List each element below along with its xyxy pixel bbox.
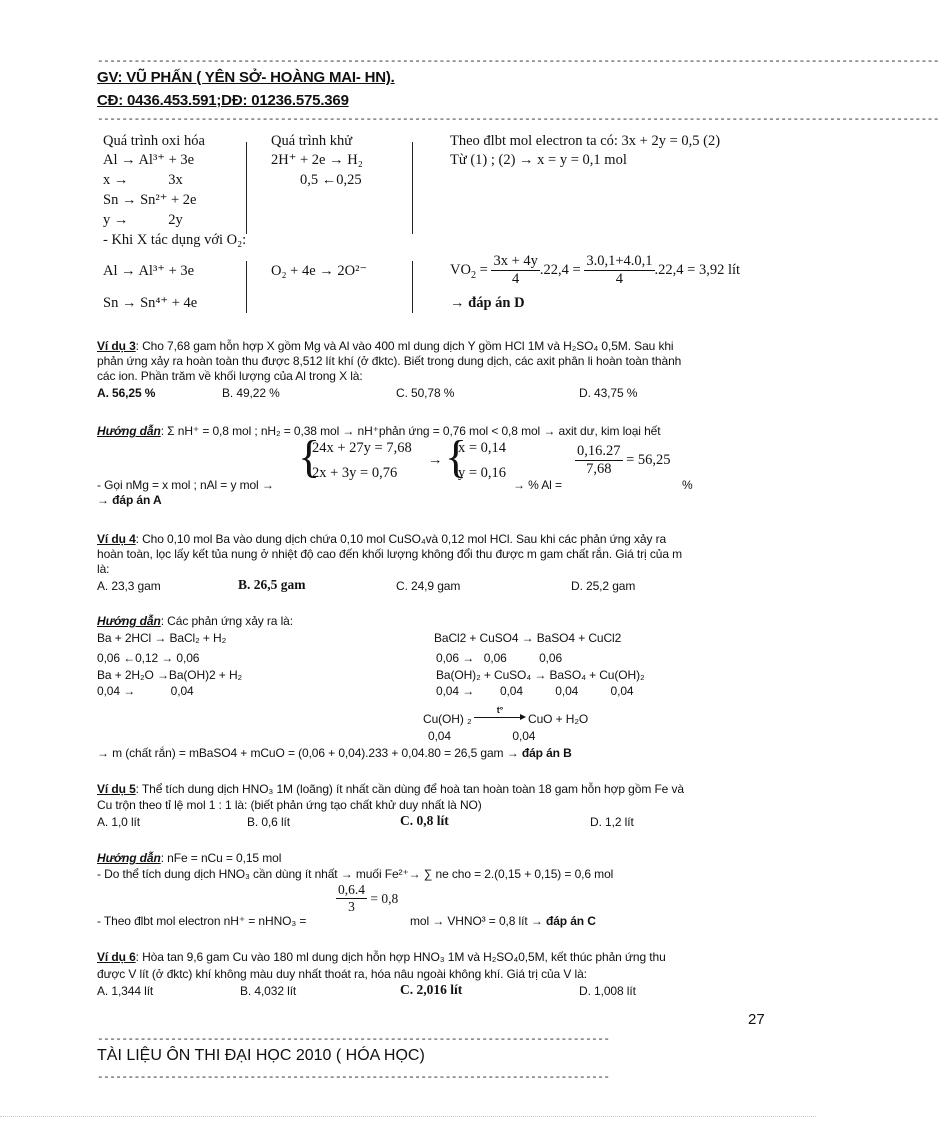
fraction-2: $\frac{3.0,1+4.0,1}{4}$ <box>586 253 653 287</box>
volume-result: .22,4 = 3,92 lít <box>654 262 741 278</box>
oxidation-line-5: Al → Al³⁺ + 3e <box>103 263 195 279</box>
example-4-line-2: hoàn toàn, lọc lấy kết tủa nung ở nhiệt độ cao đến khối lượng không đổi thu được m gam chất rắn. Giá trị của m <box>97 547 683 561</box>
example-3-line-3: các ion. Phần trăm về khối lượng của Al trong X là: <box>97 369 363 383</box>
example-3-guide-1: Hướng dẫn: Σ nH⁺ = 0,8 mol ; nH₂ = 0,38 mol → nH⁺phản ứng = 0,76 mol < 0,8 mol → axit dư, kim loại hết <box>97 424 661 438</box>
example-5-option-d: D. 1,2 lít <box>590 815 634 829</box>
example-5-option-b: B. 0,6 lít <box>247 815 291 829</box>
electron-balance: Theo đlbt mol electron ta có: 3x + 2y = 0,5 (2) <box>450 133 721 149</box>
example-4-answer: → đáp án B <box>506 746 572 760</box>
example-6-line-2: được V lít (ở đktc) khí không màu duy nhất thoát ra, hóa nâu ngoài không khí. Giá trị của V là: <box>97 967 587 981</box>
example-4-line-1: Ví dụ 4: Cho 0,10 mol Ba vào dung dịch chứa 0,10 mol CuSO₄và 0,12 mol HCl. Sau khi các phản ứng xảy ra <box>97 532 667 546</box>
example-6-line-1: Ví dụ 6: Hòa tan 9,6 gam Cu vào 180 ml dung dịch hỗn hợp HNO₃ 1M và H₂SO₄0,5M, kết thúc phản ứng thu <box>97 950 666 964</box>
oxidation-line-2: x → 3x <box>103 172 183 188</box>
header-rule-bottom: ------------------------------------------------------------------------------------------------------------------------------------------ <box>97 114 939 126</box>
system-eq-1b: 2x + 3y = 0,76 <box>312 465 398 481</box>
example-5-guide-3b: mol → VHNO³ = 0,8 lít → đáp án C <box>410 914 596 928</box>
reaction-left-4: 0,04 → 0,04 <box>97 684 194 698</box>
example-4-option-d: D. 25,2 gam <box>571 579 636 593</box>
example-5-guide-title: Hướng dẫn <box>97 851 161 865</box>
reduction-line-1: 2H⁺ + 2e → H₂ <box>271 152 363 168</box>
footer-rule-top: ------------------------------------------------------------------------------------ <box>97 1034 610 1046</box>
example-3-option-b: B. 49,22 % <box>222 386 280 400</box>
example-4-option-b: B. 26,5 gam <box>238 577 306 592</box>
system-eq-1a: 24x + 27y = 7,68 <box>312 440 412 456</box>
example-5-answer: đáp án C <box>545 914 596 928</box>
page-number: 27 <box>748 1011 765 1028</box>
example-5-option-a: A. 1,0 lít <box>97 815 141 829</box>
system-arrow: → <box>428 452 443 468</box>
example-5-guide-2: - Do thể tích dung dịch HNO₃ cần dùng ít nhất → muối Fe²⁺→ ∑ ne cho = 2.(0,15 + 0,15) = 0,6 mol <box>97 867 614 881</box>
column-divider-2 <box>246 261 247 313</box>
system-eq-2b: y = 0,16 <box>458 465 507 481</box>
fraction-1-mid: .22,4 = <box>539 262 581 278</box>
example-3-guide-title: Hướng dẫn <box>97 424 161 438</box>
example-4-guide-title: Hướng dẫn <box>97 614 161 628</box>
percent-al-label: → % Al = <box>513 478 562 492</box>
answer-top: → đáp án D <box>450 295 525 311</box>
reduction-line-2: 0,5 ←0,25 <box>300 172 362 188</box>
example-5-line-1: Ví dụ 5: Thể tích dung dịch HNO₃ 1M (loãng) ít nhất cần dùng để hoà tan hoàn toàn 18 gam hỗn hợp gồm Fe và <box>97 782 684 796</box>
system-brace-2: { <box>445 431 468 482</box>
column-divider-4 <box>412 261 413 313</box>
example-6-option-c: C. 2,016 lít <box>400 982 463 997</box>
example-5-line-2: Cu trộn theo tỉ lệ mol 1 : 1 là: (biết phản ứng tạo chất khử duy nhất là NO) <box>97 798 482 812</box>
cuoh2-moles: 0,04 0,04 <box>428 729 536 743</box>
example-3-option-c: C. 50,78 % <box>396 386 455 400</box>
example-3-line-2: phản ứng xảy ra hoàn toàn thu được 8,512 lít khí (ở đktc). Biết trong dung dịch, các axit phân li hoàn toàn thành <box>97 354 682 368</box>
example-4-option-a: A. 23,3 gam <box>97 579 161 593</box>
example-4-guide-1: Hướng dẫn: Các phản ứng xảy ra là: <box>97 614 293 628</box>
cuoh2-reactant: Cu(OH) ₂ <box>423 712 472 726</box>
footer-title: TÀI LIỆU ÔN THI ĐẠI HỌC 2010 ( HÓA HỌC) <box>97 1047 425 1064</box>
example-6-option-d: D. 1,008 lít <box>579 984 636 998</box>
volume-o2-formula: VO $_2$ = $\frac{3x + 4y}{4}$ .22,4 = $\frac{3.0,1+4.0,1}{4}$ .22,4 = 3,92 lít <box>450 253 741 287</box>
reaction-right-3: Ba(OH)₂ + CuSO₄ → BaSO₄ + Cu(OH)₂ <box>436 668 645 682</box>
example-3-line-1: Ví dụ 3: Cho 7,68 gam hỗn hợp X gồm Mg và Al vào 400 ml dung dịch Y gồm HCl 1M và H₂SO₄ 0,5M. Sau khi <box>97 339 674 353</box>
system-brace-1: { <box>298 431 321 482</box>
footer-rule-bottom: ------------------------------------------------------------------------------------ <box>97 1072 610 1084</box>
reduction-heading: Quá trình khử <box>271 133 353 149</box>
page-bottom-edge <box>0 1115 816 1117</box>
cuoh2-products: CuO + H₂O <box>528 712 589 726</box>
example-6-option-a: A. 1,344 lít <box>97 984 154 998</box>
reaction-left-1: Ba + 2HCl → BaCl₂ + H₂ <box>97 631 227 645</box>
example-4-line-3: là: <box>97 562 110 576</box>
reaction-right-4: 0,04 → 0,04 0,04 0,04 <box>436 684 634 698</box>
teacher-name: GV: VŨ PHẤN ( YÊN SỞ- HOÀNG MAI- HN). <box>97 69 395 86</box>
heat-arrow <box>474 706 526 718</box>
example-3-title: Ví dụ 3 <box>97 339 136 353</box>
column-divider-1 <box>246 142 247 234</box>
oxidation-line-6: Sn → Sn⁴⁺ + 4e <box>103 295 198 311</box>
oxidation-line-3: Sn → Sn²⁺ + 2e <box>103 192 197 208</box>
example-4-title: Ví dụ 4 <box>97 532 136 546</box>
fraction-1: $\frac{3x + 4y}{4}$ <box>493 253 538 287</box>
reaction-right-2: 0,06 → 0,06 0,06 <box>436 651 563 665</box>
reaction-left-3: Ba + 2H₂O →Ba(OH)2 + H₂ <box>97 668 243 682</box>
example-5-guide-1: Hướng dẫn: nFe = nCu = 0,15 mol <box>97 851 282 865</box>
oxidation-line-1: Al → Al³⁺ + 3e <box>103 152 195 168</box>
example-3-let: - Gọi nMg = x mol ; nAl = y mol → <box>97 478 274 492</box>
reduction-line-3: O₂ + 4e → 2O²⁻ <box>271 263 368 279</box>
oxidation-heading: Quá trình oxi hóa <box>103 133 205 149</box>
example-6-option-b: B. 4,032 lít <box>240 984 297 998</box>
solve-xy: Từ (1) ; (2) → x = y = 0,1 mol <box>450 152 627 168</box>
example-3-answer: → đáp án A <box>97 493 162 507</box>
example-5-title: Ví dụ 5 <box>97 782 136 796</box>
example-5-option-c: C. 0,8 lít <box>400 813 449 828</box>
example-3-option-d: D. 43,75 % <box>579 386 638 400</box>
header-rule-top: ------------------------------------------------------------------------------------------------------------------------------------------ <box>97 56 939 68</box>
example-5-guide-3a: - Theo đlbt mol electron nH⁺ = nHNO₃ = <box>97 914 307 928</box>
example-3-option-a: A. 56,25 % <box>97 386 156 400</box>
example-4-result: → m (chất rắn) = mBaSO4 + mCuO = (0,06 + 0,04).233 + 0,04.80 = 26,5 gam → đáp án B <box>97 746 572 760</box>
example-4-option-c: C. 24,9 gam <box>396 579 461 593</box>
system-eq-2a: x = 0,14 <box>458 440 507 456</box>
reaction-right-1: BaCl2 + CuSO4 → BaSO4 + CuCl2 <box>434 631 622 645</box>
oxidation-line-4: y → 2y <box>103 212 183 228</box>
percent-unit: % <box>682 478 693 492</box>
vo2-sub: 2 <box>470 270 477 281</box>
oxygen-note: - Khi X tác dụng với O₂: <box>103 232 247 248</box>
example-5-fraction: $\frac{0,6.4}{3}$ = 0,8 <box>338 882 399 914</box>
heat-label: t° <box>496 705 504 715</box>
column-divider-3 <box>412 142 413 234</box>
vo2-label: VO <box>450 262 471 278</box>
percent-al-fraction: $\frac{0,16.27}{7,68}$ = 56,25 <box>577 443 671 477</box>
reaction-left-2: 0,06 ←0,12 → 0,06 <box>97 651 200 665</box>
example-6-title: Ví dụ 6 <box>97 950 136 964</box>
teacher-phone: CĐ: 0436.453.591;DĐ: 01236.575.369 <box>97 92 349 109</box>
